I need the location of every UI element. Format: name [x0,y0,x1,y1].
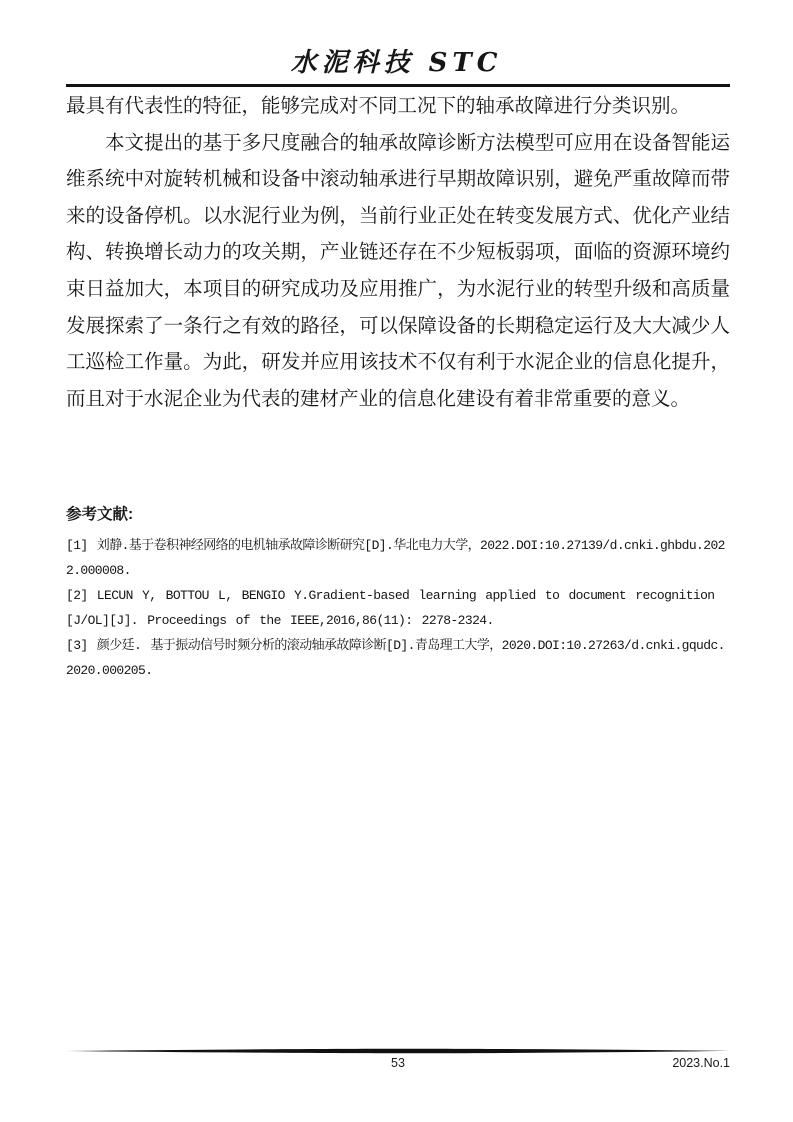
references-heading: 参考文献: [66,506,134,523]
footer-rule [66,1048,730,1054]
body-paragraph: 本文提出的基于多尺度融合的轴承故障诊断方法模型可应用在设备智能运维系统中对旋转机械和设备中滚动轴承进行早期故障识别，避免严重故障而带来的设备停机。以水泥行业为例，当前行业正处在转变发展方式、优化产业结构、转换增长动力的攻关期，产业链还存在不少短板弱项，面临的资源环境约束日益加大，本项目的研究成功及应用推广，为水泥行业的转型升级和高质量发展探索了一条行之有效的路径，可以保障设备的长期稳定运行及大大减少人工巡检工作量。为此，研发并应用该技术不仅有利于水泥企业的信息化提升，而且对于水泥企业为代表的建材产业的信息化建设有着非常重要的意义。 [66,132,730,410]
page-footer [66,1056,730,1074]
body-text [66,89,730,418]
reference-item: [2] LECUN Y, BOTTOU L, BENGIO Y.Gradient-based learning applied to document recognition [J/OL][J]. Proceedings of the IEEE,2016,86(11): 2278-2324. [66,588,715,628]
body-intro-line: 最具有代表性的特征，能够完成对不同工况下的轴承故障进行分类识别。 [66,96,691,117]
journal-title: 水泥科技 STC [290,48,503,78]
page-number: 53 [391,1056,405,1070]
header-rule [66,84,730,87]
references-section [66,504,730,683]
reference-item: [1] 刘静.基于卷积神经网络的电机轴承故障诊断研究[D].华北电力大学，2022.DOI:10.27139/d.cnki.ghbdu.2022.000008. [66,538,725,578]
reference-item: [3] 颜少廷. 基于振动信号时频分析的滚动轴承故障诊断[D].青岛理工大学，2020.DOI:10.27263/d.cnki.gqudc.2020.000205. [66,638,725,678]
issue-label: 2023.No.1 [672,1056,730,1070]
